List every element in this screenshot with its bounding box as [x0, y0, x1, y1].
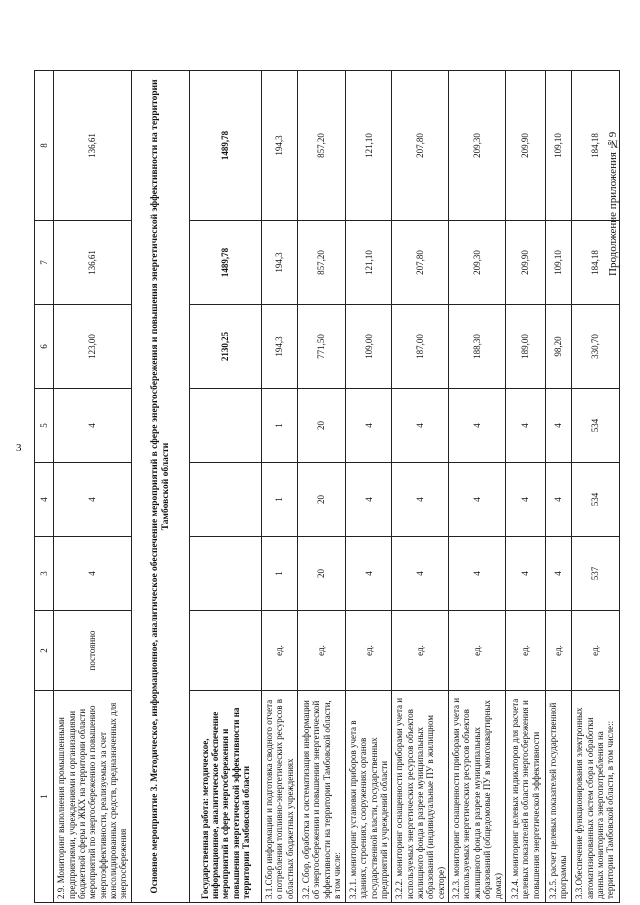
cell-value: 4 [449, 463, 506, 537]
cell-value: 4 [346, 389, 392, 463]
cell-value: 534 [571, 463, 619, 537]
cell-value: 207,80 [392, 221, 449, 305]
cell-value: постоянно [54, 611, 132, 691]
cell-value: ед. [298, 611, 346, 691]
cell-value: 209,30 [449, 71, 506, 221]
cell-value: 1489,78 [190, 221, 262, 305]
cell-value: 4 [505, 537, 545, 611]
cell-value: 187,00 [392, 305, 449, 389]
cell-value: 109,00 [346, 305, 392, 389]
cell-value: 4 [449, 537, 506, 611]
row-label: 3.2.5. расчет целевых показателей государственной программы [545, 691, 571, 903]
cell-value: 4 [392, 463, 449, 537]
table-row [392, 71, 449, 903]
table-row [571, 71, 619, 903]
table-row [298, 71, 346, 903]
column-header: 2 [35, 611, 54, 691]
cell-value: 4 [346, 537, 392, 611]
cell-value: 4 [449, 389, 506, 463]
cell-value: ед. [545, 611, 571, 691]
cell-value: 4 [505, 463, 545, 537]
cell-value: 4 [392, 537, 449, 611]
page-number: 3 [16, 442, 22, 454]
cell-value: 1 [262, 389, 298, 463]
cell-value: 194,3 [262, 221, 298, 305]
column-header: 7 [35, 221, 54, 305]
cell-value: 771,50 [298, 305, 346, 389]
table-row [262, 71, 298, 903]
table-body [54, 71, 620, 903]
cell-value [190, 537, 262, 611]
cell-value: 4 [545, 389, 571, 463]
cell-value: 189,00 [505, 305, 545, 389]
cell-value: 121,10 [346, 71, 392, 221]
cell-value: 4 [54, 463, 132, 537]
cell-value: 109,10 [545, 71, 571, 221]
cell-value: 207,80 [392, 71, 449, 221]
cell-value: 136,61 [54, 71, 132, 221]
row-label: 3.2.4. мониторинг целевых индикаторов для расчета целевых показателей в области энергосбережения и повышения энергетической эффективности [505, 691, 545, 903]
cell-value: 184,18 [571, 221, 619, 305]
row-label: Государственная работа: методическое, информационное, аналитическое обеспечение мероприятий в сфере энергосбережения и повышения энергетической эффективности на территории Тамбовской области [190, 691, 262, 903]
column-header: 5 [35, 389, 54, 463]
cell-value: 4 [505, 389, 545, 463]
cell-value: 20 [298, 389, 346, 463]
cell-value: 4 [54, 537, 132, 611]
cell-value: 20 [298, 463, 346, 537]
row-label: 3.2. Сбор, обработка и систематизация информации об энергосбережении и повышении энергетической эффективности на территории Тамбовской области, в том числе: [298, 691, 346, 903]
cell-value: 121,10 [346, 221, 392, 305]
header-row [35, 71, 54, 903]
row-label: 3.2.1. мониторинг установки приборов учета в зданиях, строениях, сооружениях органов государственной власти, государственных предприятий и учреждений области [346, 691, 392, 903]
cell-value: 1 [262, 463, 298, 537]
cell-value: 209,90 [505, 221, 545, 305]
cell-value: 209,30 [449, 221, 506, 305]
cell-value [190, 611, 262, 691]
cell-value: 109,10 [545, 221, 571, 305]
cell-value: ед. [449, 611, 506, 691]
table-row [505, 71, 545, 903]
cell-value: ед. [392, 611, 449, 691]
cell-value: 4 [392, 389, 449, 463]
cell-value: 4 [545, 537, 571, 611]
cell-value: ед. [262, 611, 298, 691]
cell-value: 2130,25 [190, 305, 262, 389]
cell-value: 4 [54, 389, 132, 463]
cell-value: 1489,78 [190, 71, 262, 221]
row-label: 3.1.Сбор информации и подготовка сводного отчета о потреблении топливно-энергетических ресурсов в областных бюджетных учреждениях [262, 691, 298, 903]
cell-value: 188,30 [449, 305, 506, 389]
cell-value: 857,20 [298, 71, 346, 221]
cell-value: 184,18 [571, 71, 619, 221]
section-title: Основное мероприятие 3. Методическое, информационное, аналитическое обеспечение мероприятий в сфере энергосбережения и повышения энергетической эффективности на территории Тамбовской области [132, 71, 190, 903]
row-label: 3.2.3. мониторинг оснащенности приборами учета и используемых энергетических ресурсов объектов жилищного фонда в разрезе муниципальных образований (общедомовые ПУ в многоквартирных домах) [449, 691, 506, 903]
cell-value: 20 [298, 537, 346, 611]
column-header: 4 [35, 463, 54, 537]
column-header: 8 [35, 71, 54, 221]
cell-value: 4 [545, 463, 571, 537]
cell-value: 194,3 [262, 71, 298, 221]
cell-value: 136,61 [54, 221, 132, 305]
cell-value: ед. [571, 611, 619, 691]
section-row [132, 71, 190, 903]
cell-value: 534 [571, 389, 619, 463]
cell-value: 123,00 [54, 305, 132, 389]
cell-value: 194,3 [262, 305, 298, 389]
row-label: 3.3.Обеспечение функционирования электронных автоматизированных систем сбора и обработки данных мониторинга энергопотребления на территории Тамбовской области, в том числе:: [571, 691, 619, 903]
continuation-label: Продолжение приложения №9 [607, 131, 619, 276]
table-row [545, 71, 571, 903]
cell-value: 330,70 [571, 305, 619, 389]
cell-value [190, 463, 262, 537]
row-label: 3.2.2. мониторинг оснащенности приборами учета и используемых энергетических ресурсов объектов жилищного фонда в разрезе муниципальных образований (индивидуальные ПУ в жилищном секторе) [392, 691, 449, 903]
cell-value: 209,90 [505, 71, 545, 221]
cell-value [190, 389, 262, 463]
cell-value: 537 [571, 537, 619, 611]
column-header: 1 [35, 691, 54, 903]
table-row [54, 71, 132, 903]
data-table [34, 70, 620, 903]
row-label: 2.9. Мониторинг выполнения промышленными предприятиями, учреждениями и организациями бюджетной сферы и ЖКХ на территории области мероприятий по энергосбережению и повышению энергоэффективности, реализуемых за счет консолидированных средств, предназначенных для энергосбережения [54, 691, 132, 903]
column-header: 3 [35, 537, 54, 611]
table-row [449, 71, 506, 903]
table-row [346, 71, 392, 903]
cell-value: 4 [346, 463, 392, 537]
table-row [190, 71, 262, 903]
cell-value: ед. [505, 611, 545, 691]
cell-value: 98,20 [545, 305, 571, 389]
column-header: 6 [35, 305, 54, 389]
cell-value: 1 [262, 537, 298, 611]
cell-value: ед. [346, 611, 392, 691]
cell-value: 857,20 [298, 221, 346, 305]
